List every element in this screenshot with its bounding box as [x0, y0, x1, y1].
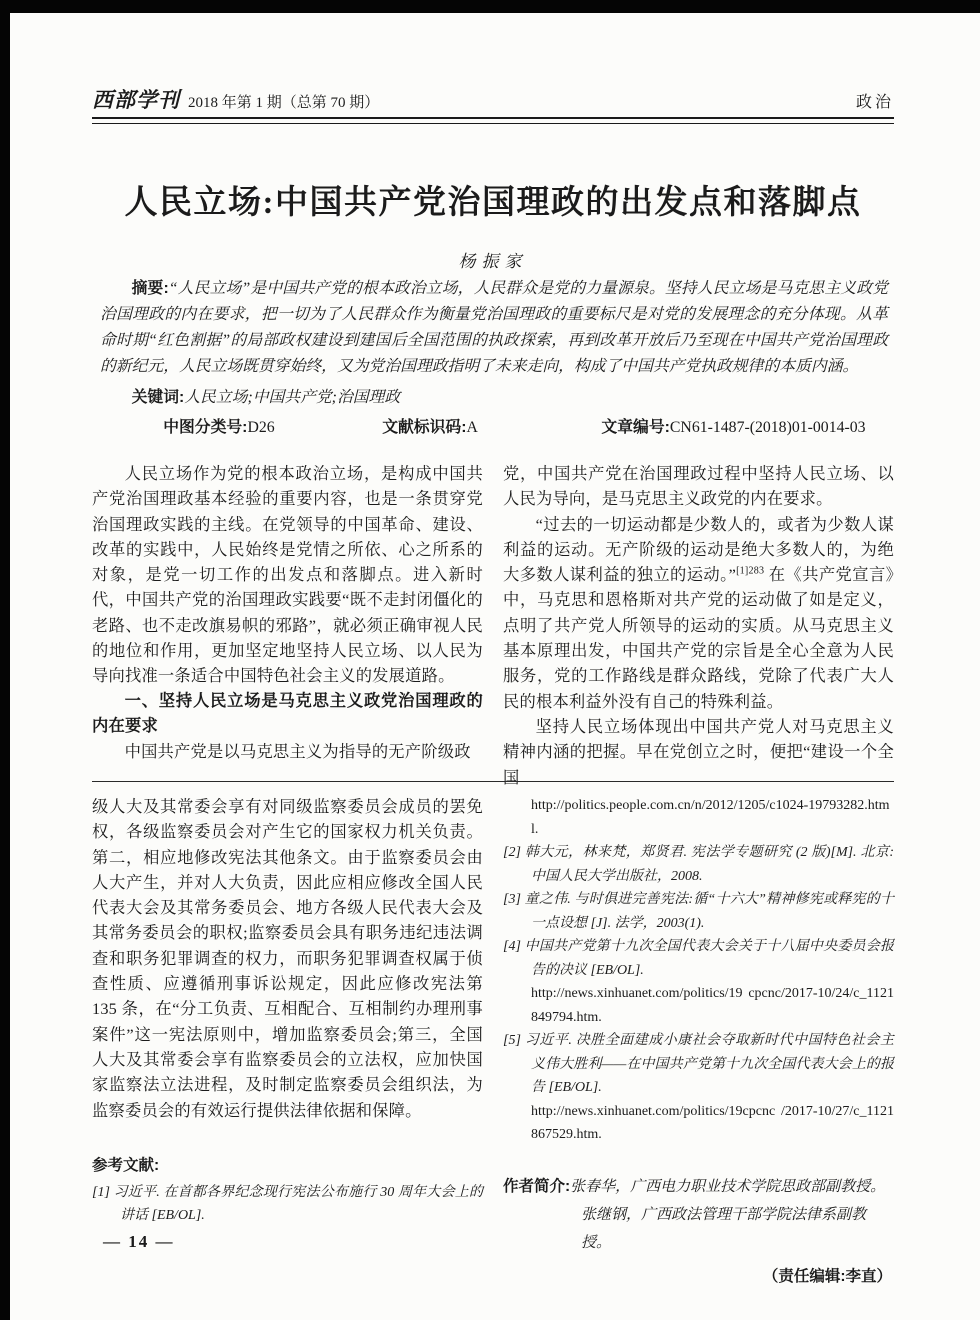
article-no-value: CN61-1487-(2018)01-0014-03 — [669, 419, 866, 436]
editor-note: （责任编辑:李直） — [762, 1267, 892, 1285]
doc-code-value: A — [466, 419, 478, 436]
clc-value: D26 — [247, 419, 275, 436]
continued-left-column — [92, 794, 483, 1291]
body-right-column — [503, 461, 894, 790]
body-paragraph: 党，中国共产党在治国理政过程中坚持人民立场、以人民为导向，是马克思主义政党的内在要求。 — [503, 464, 894, 509]
scan-border-left — [0, 0, 10, 1320]
body-paragraph: 中国共产党是以马克思主义为指导的无产阶级政 — [124, 742, 471, 762]
continued-right-column — [503, 794, 894, 1291]
issue-info: 2018 年第 1 期（总第 70 期） — [188, 95, 380, 111]
running-head-left — [92, 84, 379, 114]
article-no-label: 文章编号: — [601, 419, 670, 436]
section-heading: 一、坚持人民立场是马克思主义政党治国理政的内在要求 — [92, 691, 483, 735]
quote-text: “过去的一切运动都是少数人的，或者为少数人谋利益的运动。无产阶级的运动是绝大多数人的，为绝大多数人谋利益的独立的运动。” — [503, 514, 894, 585]
article-title: 人民立场:中国共产党治国理政的出发点和落脚点 — [124, 185, 862, 221]
reference-item-3: [3] 童之伟. 与时俱进完善宪法:循“十六大”精神修宪或释宪的十一点设想 [J]. 法学，2003(1). — [503, 892, 894, 931]
doc-code-pair — [351, 415, 478, 441]
header-rule — [92, 117, 894, 124]
body-paragraph: 人民立场作为党的根本政治立场，是构成中国共产党治国理政基本经验的重要内容，也是一条贯穿党治国理政实践的主线。在党领导的中国革命、建设、改革的实践中，人民始终是党情之所依、心之所系的对象，是党一切工作的出发点和落脚点。进入新时代，中国共产党的治国理政实践要“既不走封闭僵化的老路、也不走改旗易帜的邪路”，就必须正确审视人民的地位和作用，更加坚定地坚持人民立场、以人民为导向找准一条适合中国特色社会主义的发展道路。 — [92, 464, 483, 686]
body-paragraph-with-citation — [503, 512, 894, 714]
references-list-left — [92, 1181, 483, 1228]
reference-item-1: [1] 习近平. 在首都各界纪念现行宪法公布施行 30 周年大会上的讲话 [EB/OL]. — [92, 1184, 483, 1224]
author-bio-line-2: 张继钢，广西政法管理干部学院法律系副教授。 — [581, 1206, 867, 1251]
reference-item-4: [4] 中国共产党第十九次全国代表大会关于十八届中央委员会报告的决议 [EB/OL]. — [503, 939, 894, 978]
classification-line — [100, 415, 888, 441]
author-bio-text-1: 张春华，广西电力职业技术学院思政部副教授。 — [570, 1178, 886, 1195]
continued-paragraph-wrap — [92, 794, 483, 1123]
doc-code-label: 文献标识码: — [382, 419, 467, 436]
body-text: 在《共产党宣言》中，马克思和恩格斯对共产党的运动做了如是定义，点明了共产党人所领导的运动的实质。从马克思主义基本原理出发，中国共产党的宗旨是全心全意为人民服务，党的工作路线是群众路线，党除了代表广大人民的根本利益外没有自己的特殊利益。 — [503, 565, 894, 711]
reference-item-5: [5] 习近平. 决胜全面建成小康社会夺取新时代中国特色社会主义伟大胜利——在中国共产党第十九次全国代表大会上的报告 [EB/OL]. — [503, 1033, 894, 1095]
page-number: — 14 — — [103, 1232, 175, 1251]
abstract-block — [100, 276, 888, 441]
clc-pair — [132, 415, 275, 441]
scan-border-top — [0, 0, 980, 13]
references-heading: 参考文献: — [92, 1156, 160, 1174]
article-separator-rule — [92, 781, 894, 782]
citation-superscript: [1]283 — [736, 565, 765, 577]
author-bio-label: 作者简介: — [503, 1177, 571, 1195]
keywords-label: 关键词: — [131, 389, 185, 406]
keywords-line — [100, 385, 888, 411]
references-list-right — [503, 794, 894, 1147]
reference-item-2: [2] 韩大元，林来梵，郑贤君. 宪法学专题研究 (2 版)[M]. 北京:中国人民大学出版社，2008. — [503, 845, 894, 884]
body-paragraph: 坚持人民立场体现出中国共产党人对马克思主义精神内涵的把握。早在党创立之时，便把“建设一个全国 — [503, 716, 894, 787]
reference-1-url: http://politics.people.com.cn/n/2012/1205/c1024-19793282.html. — [531, 798, 890, 837]
reference-5-url: http://news.xinhuanet.com/politics/19cpcnc /2017-10/27/c_1121867529.htm. — [531, 1103, 894, 1142]
running-head — [92, 84, 894, 114]
journal-name: 西部学刊 — [92, 88, 180, 112]
author-bio-block — [503, 1173, 894, 1291]
abstract-paragraph — [100, 276, 888, 380]
author-bio-line-1 — [503, 1173, 894, 1201]
clc-label: 中图分类号: — [163, 419, 248, 436]
continued-columns — [92, 794, 894, 1291]
body-left-column — [92, 461, 483, 790]
keywords-text: 人民立场;中国共产党;治国理政 — [184, 389, 401, 406]
article-author: 杨振家 — [458, 252, 528, 271]
reference-4-url: http://news.xinhuanet.com/politics/19 cpcnc/2017-10/24/c_1121849794.htm. — [531, 986, 894, 1025]
section-label: 政治 — [855, 94, 894, 111]
continued-paragraph: 级人大及其常委会享有对同级监察委员会成员的罢免权，各级监察委员会对产生它的国家权力机关负责。第二，相应地修改宪法其他条文。由于监察委员会由人大产生，并对人大负责，因此应相应修改全国人民代表大会及其常务委员会、地方各级人民代表大会及其常务委员会的职权;监察委员会具有职务违纪违法调查和职务犯罪调查的权力，而职务犯罪调查权属于侦查性质、应遵循刑事诉讼规定，因此应修改宪法第 135 条，在“分工负责、互相配合、互相制约办理刑事案件”这一宪法原则中，增加监察委员会;第三，全国人大及其常委会享有监察委员会的立法权，应加快国家监察法立法进程，及时制定监察委员会组织法，为监察委员会的有效运行提供法律依据和保障。 — [92, 797, 483, 1120]
body-columns — [92, 461, 894, 790]
abstract-text: “人民立场”是中国共产党的根本政治立场，人民群众是党的力量源泉。坚持人民立场是马克思主义政党治国理政的内在要求，把一切为了人民群众作为衡量党治国理政的重要标尺是对党的发展理念的充分体现。从革命时期“红色割据”的局部政权建设到建国后全国范围的执政探索，再到改革开放后乃至现在中国共产党治国理政的新纪元，人民立场既贯穿始终，又为党治国理政指明了未来走向，构成了中国共产党执政规律的本质内涵。 — [100, 280, 888, 375]
abstract-label: 摘要: — [131, 280, 169, 297]
article-no-pair — [570, 415, 866, 441]
